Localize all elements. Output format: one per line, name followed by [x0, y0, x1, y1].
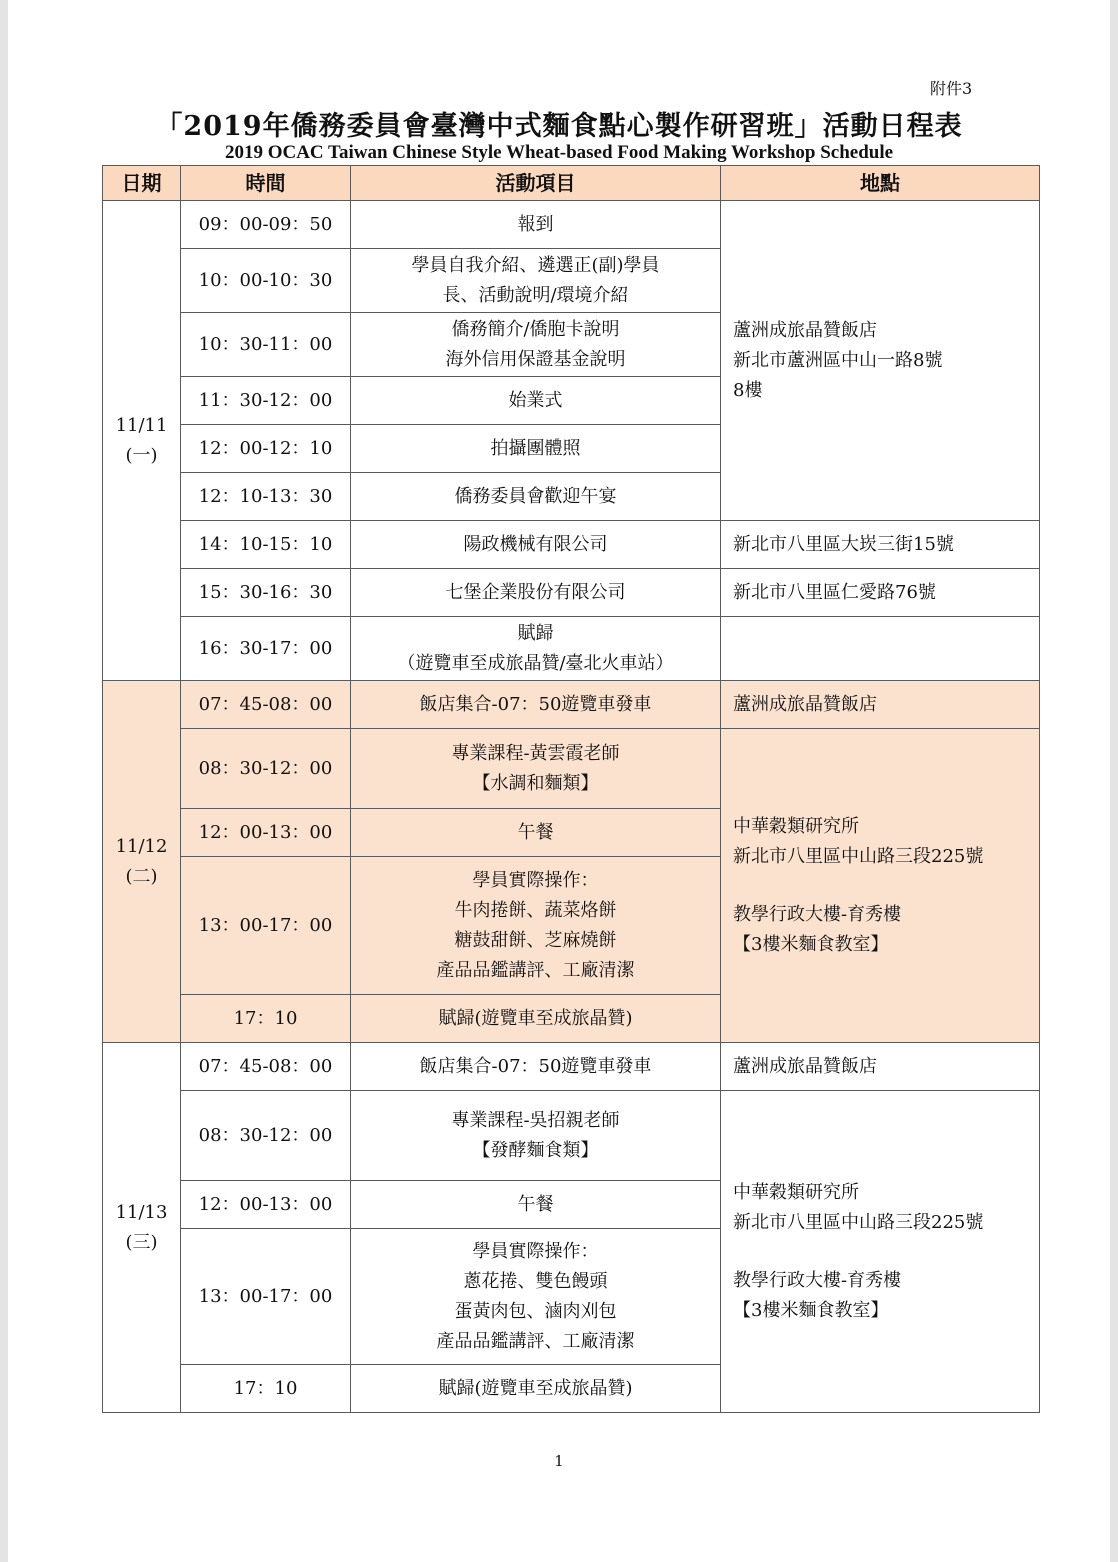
activity-line: 七堡企業股份有限公司 — [445, 581, 626, 603]
location-line: 8樓 — [733, 379, 763, 401]
header-location: 地點 — [721, 166, 1040, 201]
activity-cell — [351, 617, 721, 681]
time-cell: 10：00-10：30 — [181, 249, 351, 313]
activity-line: 飯店集合-07：50遊覽車發車 — [419, 693, 652, 715]
page-edge-left — [0, 0, 8, 1562]
location-cell: 新北市八里區仁愛路76號 — [721, 569, 1040, 617]
location-line: 新北市八里區中山路三段225號 — [733, 1211, 984, 1233]
activity-line: 賦歸(遊覽車至成旅晶贊) — [438, 1377, 633, 1399]
weekday: (一) — [125, 444, 158, 466]
schedule-table — [102, 165, 1040, 1413]
time-cell: 17：10 — [181, 1365, 351, 1413]
time-cell: 12：10-13：30 — [181, 473, 351, 521]
time-cell: 10：30-11：00 — [181, 313, 351, 377]
header-row — [103, 166, 1040, 201]
location-line: 【3樓米麵食教室】 — [733, 933, 889, 955]
time-cell: 12：00-12：10 — [181, 425, 351, 473]
activity-cell — [351, 313, 721, 377]
activity-cell — [351, 201, 721, 249]
activity-cell — [351, 521, 721, 569]
date-cell-day3 — [103, 1043, 181, 1413]
table-row — [103, 201, 1040, 249]
location-line: 教學行政大樓-育秀樓 — [733, 1269, 902, 1291]
activity-cell — [351, 995, 721, 1043]
table-row — [103, 569, 1040, 617]
activity-cell — [351, 249, 721, 313]
activity-line: 拍攝團體照 — [490, 437, 581, 459]
activity-cell — [351, 473, 721, 521]
time-cell: 07：45-08：00 — [181, 1043, 351, 1091]
activity-line: 產品品鑑講評、工廠清潔 — [436, 959, 635, 981]
activity-line: 報到 — [517, 213, 554, 235]
location-line: 中華穀類研究所 — [733, 815, 859, 837]
activity-cell — [351, 1365, 721, 1413]
table-row — [103, 617, 1040, 681]
date-cell-day1 — [103, 201, 181, 681]
activity-cell — [351, 857, 721, 995]
time-cell: 12：00-13：00 — [181, 1181, 351, 1229]
page-edge-right — [1110, 0, 1118, 1562]
activity-line: 僑務委員會歡迎午宴 — [454, 485, 617, 507]
time-cell: 12：00-13：00 — [181, 809, 351, 857]
activity-line: 蔥花捲、雙色饅頭 — [463, 1270, 608, 1292]
location-line: 中華穀類研究所 — [733, 1181, 859, 1203]
location-cell: 蘆洲成旅晶贊飯店 — [721, 1043, 1040, 1091]
activity-line: 午餐 — [517, 821, 554, 843]
header-date: 日期 — [103, 166, 181, 201]
activity-line: 長、活動說明/環境介紹 — [442, 284, 629, 306]
location-cell: 蘆洲成旅晶贊飯店 — [721, 681, 1040, 729]
time-cell: 11：30-12：00 — [181, 377, 351, 425]
location-line: 新北市蘆洲區中山一路8號 — [733, 349, 943, 371]
activity-cell — [351, 1181, 721, 1229]
activity-line: 【發酵麵食類】 — [472, 1139, 599, 1161]
activity-cell — [351, 569, 721, 617]
time-cell: 15：30-16：30 — [181, 569, 351, 617]
time-cell: 14：10-15：10 — [181, 521, 351, 569]
activity-cell — [351, 425, 721, 473]
time-cell: 16：30-17：00 — [181, 617, 351, 681]
activity-cell — [351, 809, 721, 857]
time-cell: 07：45-08：00 — [181, 681, 351, 729]
location-cell-empty — [721, 617, 1040, 681]
location-line: 【3樓米麵食教室】 — [733, 1299, 889, 1321]
table-row — [103, 729, 1040, 809]
date-cell-day2 — [103, 681, 181, 1043]
location-line: 蘆洲成旅晶贊飯店 — [733, 319, 877, 341]
activity-line: 產品品鑑講評、工廠清潔 — [436, 1330, 635, 1352]
location-cell: 新北市八里區大崁三街15號 — [721, 521, 1040, 569]
activity-line: 午餐 — [517, 1193, 554, 1215]
activity-cell — [351, 729, 721, 809]
header-time: 時間 — [181, 166, 351, 201]
table-row — [103, 1091, 1040, 1181]
activity-line: 賦歸(遊覽車至成旅晶贊) — [438, 1007, 633, 1029]
table-row — [103, 521, 1040, 569]
time-cell: 13：00-17：00 — [181, 857, 351, 995]
title-english: 2019 OCAC Taiwan Chinese Style Wheat-based Food Making Workshop Schedule — [224, 142, 894, 163]
header-activity: 活動項目 — [351, 166, 721, 201]
time-cell: 08：30-12：00 — [181, 729, 351, 809]
activity-line: 【水調和麵類】 — [472, 772, 599, 794]
time-cell: 17：10 — [181, 995, 351, 1043]
location-line: 新北市八里區中山路三段225號 — [733, 845, 984, 867]
location-spacer — [733, 872, 1033, 900]
activity-line: 陽政機械有限公司 — [463, 533, 608, 555]
activity-line: 學員自我介紹、遴選正(副)學員 — [411, 254, 660, 276]
activity-line: 糖鼓甜餅、芝麻燒餅 — [454, 929, 617, 951]
table-row — [103, 1043, 1040, 1091]
location-line: 教學行政大樓-育秀樓 — [733, 903, 902, 925]
time-cell: 09：00-09：50 — [181, 201, 351, 249]
activity-line: 僑務簡介/僑胞卡說明 — [451, 318, 620, 340]
table-row — [103, 681, 1040, 729]
location-spacer — [733, 1238, 1033, 1266]
location-cell-institute — [721, 1091, 1040, 1413]
location-cell-hotel — [721, 201, 1040, 521]
page-number: 1 — [554, 1452, 564, 1470]
activity-line: 專業課程-黃雲霞老師 — [451, 742, 620, 764]
weekday: (三) — [125, 1231, 158, 1253]
activity-line: 牛肉捲餅、蔬菜烙餅 — [454, 899, 617, 921]
activity-line: 學員實際操作： — [472, 869, 599, 891]
date: 11/11 — [115, 414, 168, 436]
date: 11/13 — [115, 1201, 168, 1223]
activity-line: 飯店集合-07：50遊覽車發車 — [419, 1055, 652, 1077]
activity-line: 始業式 — [508, 389, 563, 411]
activity-cell — [351, 377, 721, 425]
title-chinese: 「2019年僑務委員會臺灣中式麵食點心製作研習班」活動日程表 — [155, 111, 963, 142]
time-cell: 08：30-12：00 — [181, 1091, 351, 1181]
activity-cell — [351, 681, 721, 729]
time-cell: 13：00-17：00 — [181, 1229, 351, 1365]
activity-cell — [351, 1043, 721, 1091]
location-cell-institute — [721, 729, 1040, 1043]
activity-line: 學員實際操作： — [472, 1240, 599, 1262]
weekday: (二) — [125, 865, 158, 887]
activity-cell — [351, 1229, 721, 1365]
activity-line: 專業課程-吳招親老師 — [451, 1109, 620, 1131]
activity-cell — [351, 1091, 721, 1181]
activity-line: 海外信用保證基金說明 — [445, 348, 626, 370]
date: 11/12 — [115, 835, 168, 857]
activity-line: 賦歸 — [517, 622, 554, 644]
activity-line: 蛋黃肉包、滷肉刈包 — [454, 1300, 617, 1322]
activity-line: （遊覽車至成旅晶贊/臺北火車站） — [397, 652, 674, 674]
attachment-label: 附件3 — [930, 79, 973, 98]
